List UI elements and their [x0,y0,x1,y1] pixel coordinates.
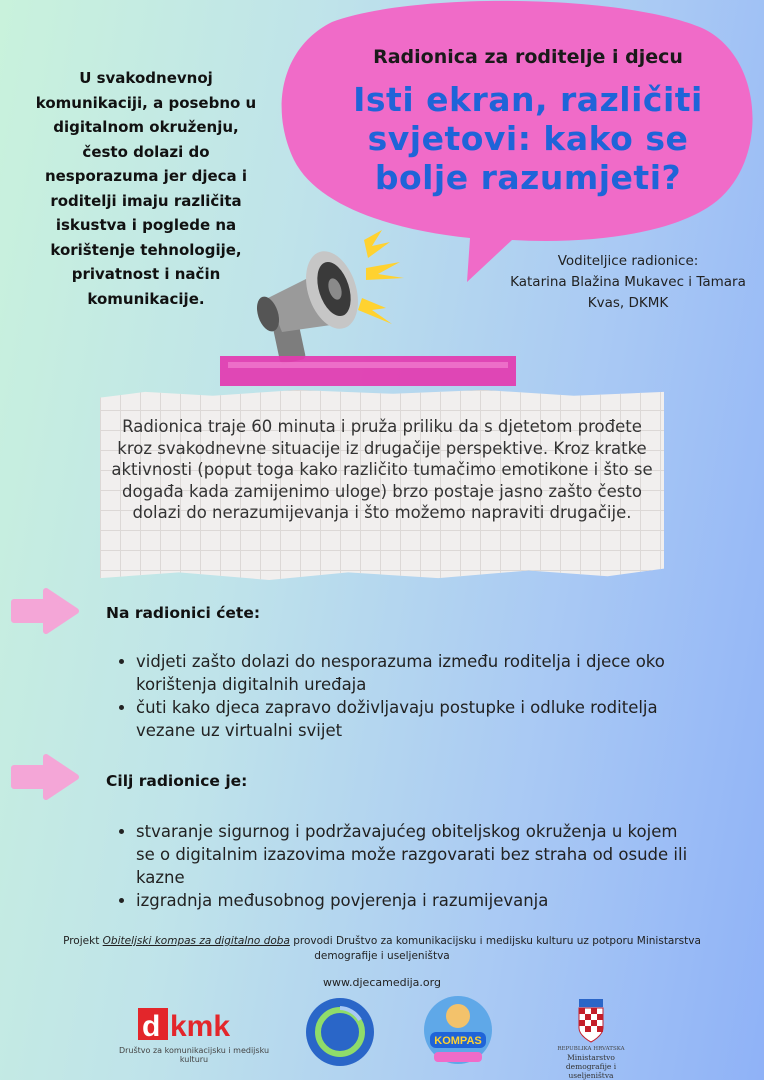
project-credits [60,934,704,964]
gov-ministry-label: Ministarstvo demografije i useljeništva [565,1053,617,1080]
list-item: • čuti kako djeca zapravo doživljavaju postupke i odluke roditelja vezane uz virtualni svijet [136,696,696,742]
kompas-text: KOMPAS [434,1035,482,1047]
section-title-activities: Na radionici ćete: [106,604,261,622]
intro-text: U svakodnevnoj komunikaciji, a posebno u digitalnom okruženju, često dolazi do nesporazuma jer djeca i roditelji imaju različita iskustva i poglede na korištenje tehnologije, privatnost i način komunikacije. [35,69,257,308]
dkmk-logo-mark [138,1006,256,1040]
credits-prefix: Projekt [63,935,100,947]
workshop-leaders [508,251,748,314]
svg-text:kmk: kmk [170,1010,231,1040]
kompas-logo [420,990,496,1072]
goals-list [112,820,696,912]
workshop-headline: Isti ekran, različiti svjetovi: kako se bolje razumjeti? [353,80,703,197]
leaders-names: Katarina Blažina Mukavec i Tamara Kvas, DKMK [510,274,746,311]
dkmk-logo [104,1002,284,1062]
decorative-tape-highlight [228,362,508,368]
section-title-goals: Cilj radionice je: [106,772,248,790]
website-url: www.djecamedija.org [323,976,441,989]
list-item: • izgradnja međusobnog povjerenja i razumijevanja [136,889,696,912]
arrow-right-icon [10,754,80,800]
dkmk-tagline: Društvo za komunikacijsku i medijsku kulturu [118,1046,270,1064]
list-item: • stvaranje sigurnog i podržavajućeg obiteljskog okruženja u kojem se o digitalnim izazovima može razgovarati bez straha od osude ili kazne [136,820,696,889]
project-name: Obiteljski kompas za digitalno doba [102,935,290,947]
activities-list [112,650,696,742]
credits-suffix: provodi Društvo za komunikacijsku i medijsku kulturu uz potporu Ministarstva demografije i useljeništva [293,935,701,962]
workshop-description: Radionica traje 60 minuta i pruža priliku da s djetetom prođete kroz svakodnevne situacije iz drugačije perspektive. Kroz kratke aktivnosti (poput toga kako različito tumačimo emotikone i što se događa kada zamijenimo uloge) brzo postaje jasno zašto često dolazi do nerazumijevanja i što možemo napraviti drugačije. [111,417,653,522]
decorative-tape [220,356,516,386]
croatian-coat-of-arms-icon [546,996,636,1044]
list-item: • vidjeti zašto dolazi do nesporazuma između roditelja i djece oko korištenja digitalnih uređaja [136,650,696,696]
svg-text:d: d [142,1010,161,1040]
leaders-label: Voditeljice radionice: [557,253,699,269]
megaphone-icon [254,228,414,368]
arrow-right-icon [10,588,80,634]
gov-republic-label: REPUBLIKA HRVATSKA [557,1046,625,1052]
government-logo [546,996,636,1080]
djecamedija-logo [300,994,380,1070]
workshop-subtitle: Radionica za roditelje i djecu [373,46,683,68]
